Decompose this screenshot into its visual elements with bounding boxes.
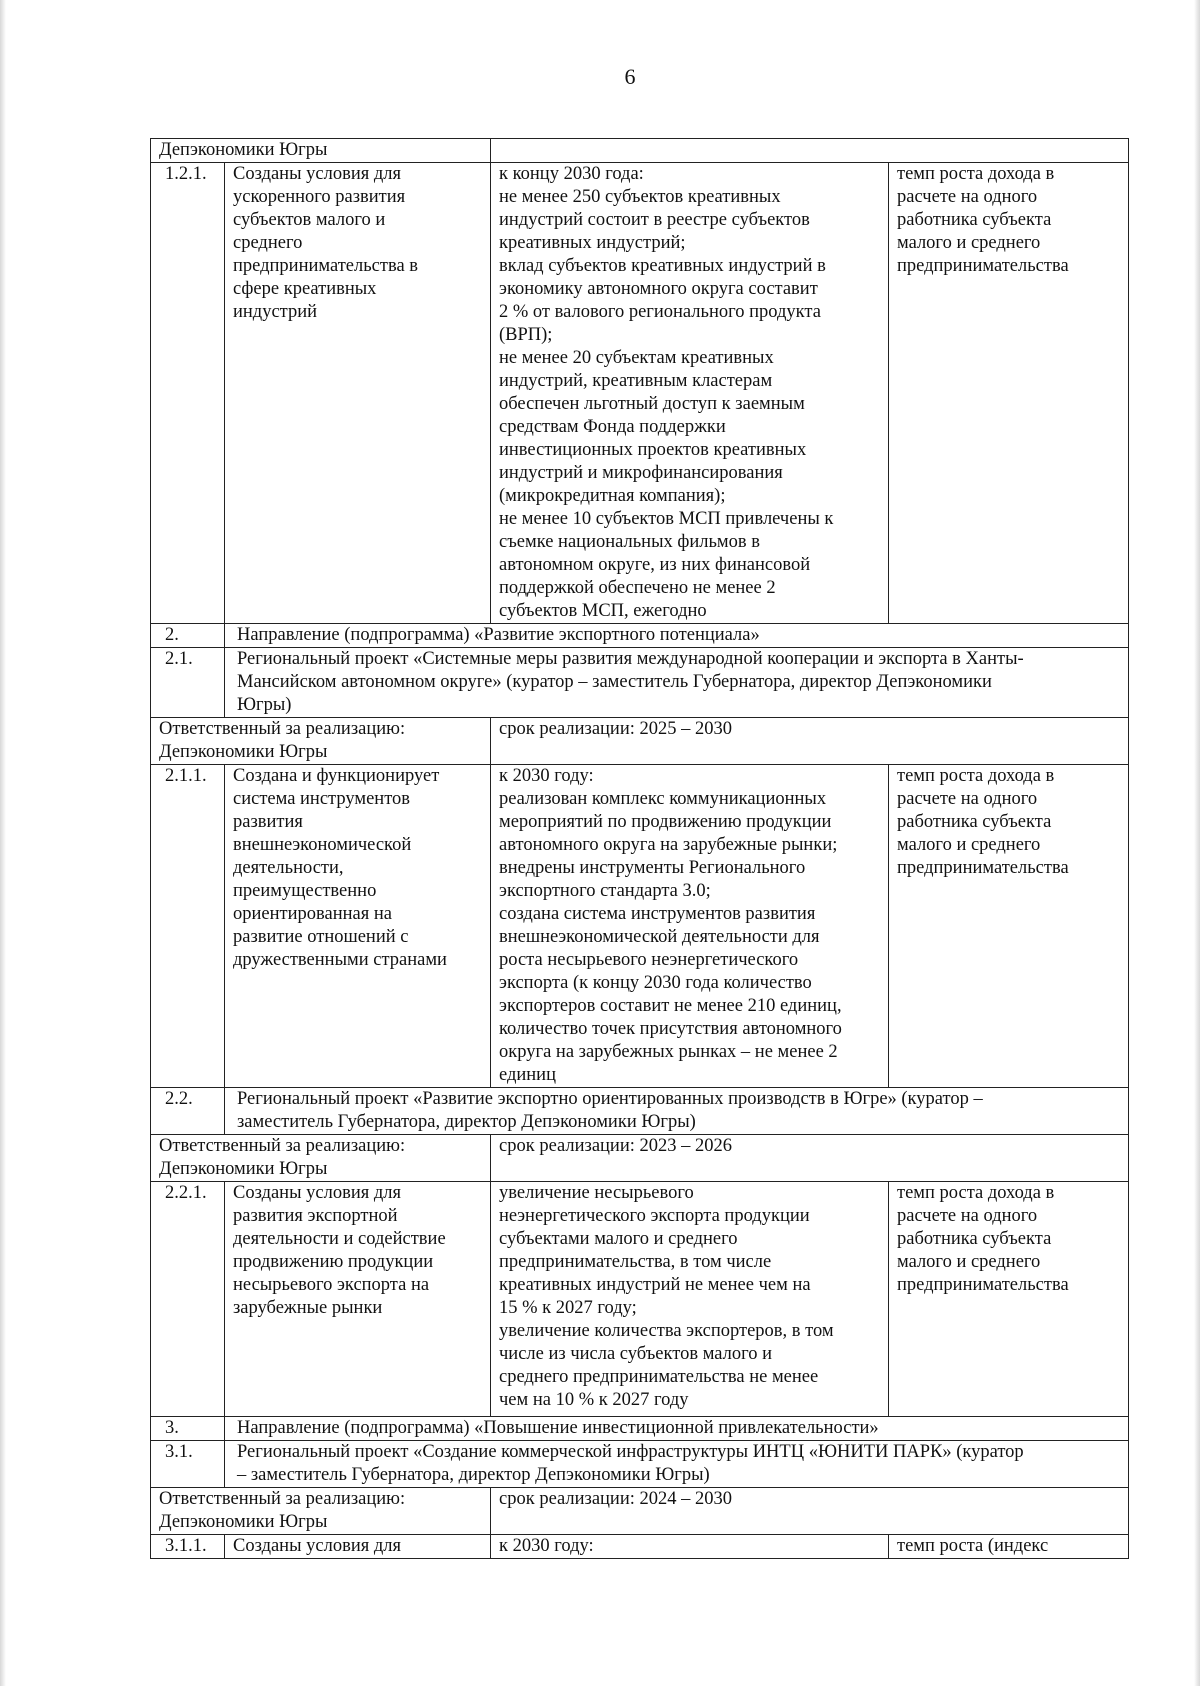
section-title: Региональный проект «Системные меры развития международной кооперации и экспорта в Ханты- Мансийском автономном округе» (куратор – заместитель Губернатора, директор Депэкономики Югры) [225,648,1129,718]
scan-left-edge [0,0,6,1686]
result-name: Созданы условия для развития экспортной деятельности и содействие продвижению продукции несырьевого экспорта на зарубежные рынки [225,1182,491,1417]
row-number: 2.2.1. [151,1182,225,1417]
section-row-3 [151,1417,1129,1441]
row-number: 2. [151,624,225,648]
result-description: к 2030 году: реализован комплекс коммуникационных мероприятий по продвижению продукции автономного округа на зарубежные рынки; внедрены инструменты Регионального экспортного стандарта 3.0; создана система инструментов развития внешнеэкономической деятельности для роста несырьевого неэнергетического экспорта (к концу 2030 года количество экспортеров составит не менее 210 единиц, количество точек присутствия автономного округа на зарубежных рынках – не менее 2 единиц [491,765,889,1088]
responsible-row [151,718,1129,765]
section-title: Направление (подпрограмма) «Развитие экспортного потенциала» [225,624,1129,648]
row-number: 2.1.1. [151,765,225,1088]
result-row-2-1-1 [151,765,1129,1088]
responsible-row [151,1488,1129,1535]
scan-right-edge [1194,0,1200,1686]
responsible-label: Депэкономики Югры [151,139,491,163]
result-name: Создана и функционирует система инструментов развития внешнеэкономической деятельности, преимущественно ориентированная на развитие отношений с дружественными странами [225,765,491,1088]
implementation-period: срок реализации: 2024 – 2030 [491,1488,1129,1535]
section-row-3-1 [151,1441,1129,1488]
result-name: Созданы условия для [225,1535,491,1559]
page-number: 6 [624,64,636,89]
result-row-2-2-1 [151,1182,1129,1417]
section-row-2-1 [151,648,1129,718]
responsible-row [151,139,1129,163]
section-title: Региональный проект «Создание коммерческой инфраструктуры ИНТЦ «ЮНИТИ ПАРК» (куратор – заместитель Губернатора, директор Депэкономики Югры) [225,1441,1129,1488]
implementation-period: срок реализации: 2023 – 2026 [491,1135,1129,1182]
section-row-2-2 [151,1088,1129,1135]
implementation-period: срок реализации: 2025 – 2030 [491,718,1129,765]
section-row-2 [151,624,1129,648]
responsible-label: Ответственный за реализацию: Депэкономики Югры [151,1135,491,1182]
plan-table [150,138,1129,1559]
result-description: к концу 2030 года: не менее 250 субъектов креативных индустрий состоит в реестре субъектов креативных индустрий; вклад субъектов креативных индустрий в экономику автономного округа составит 2 % от валового регионального продукта (ВРП); не менее 20 субъектам креативных индустрий, креативным кластерам обеспечен льготный доступ к заемным средствам Фонда поддержки инвестиционных проектов креативных индустрий и микрофинансирования (микрокредитная компания); не менее 10 субъектов МСП привлечены к съемке национальных фильмов в автономном округе, из них финансовой поддержкой обеспечено не менее 2 субъектов МСП, ежегодно [491,163,889,624]
result-name: Созданы условия для ускоренного развития субъектов малого и среднего предпринимательства в сфере креативных индустрий [225,163,491,624]
result-row-1-2-1 [151,163,1129,624]
row-number: 2.2. [151,1088,225,1135]
responsible-row [151,1135,1129,1182]
row-number: 3.1. [151,1441,225,1488]
result-description: увеличение несырьевого неэнергетического экспорта продукции субъектами малого и среднего предпринимательства, в том числе креативных индустрий не менее чем на 15 % к 2027 году; увеличение количества экспортеров, в том числе из числа субъектов малого и среднего предпринимательства не менее чем на 10 % к 2027 году [491,1182,889,1417]
row-number: 3. [151,1417,225,1441]
result-indicator: темп роста дохода в расчете на одного работника субъекта малого и среднего предпринимательства [889,163,1129,624]
section-title: Региональный проект «Развитие экспортно ориентированных производств в Югре» (куратор – заместитель Губернатора, директор Депэкономики Югры) [225,1088,1129,1135]
result-description: к 2030 году: [491,1535,889,1559]
implementation-period [491,139,1129,163]
responsible-label: Ответственный за реализацию: Депэкономики Югры [151,718,491,765]
result-indicator: темп роста дохода в расчете на одного работника субъекта малого и среднего предпринимательства [889,1182,1129,1417]
responsible-label: Ответственный за реализацию: Депэкономики Югры [151,1488,491,1535]
result-row-3-1-1 [151,1535,1129,1559]
row-number: 2.1. [151,648,225,718]
row-number: 3.1.1. [151,1535,225,1559]
section-title: Направление (подпрограмма) «Повышение инвестиционной привлекательности» [225,1417,1129,1441]
result-indicator: темп роста (индекс [889,1535,1129,1559]
row-number: 1.2.1. [151,163,225,624]
result-indicator: темп роста дохода в расчете на одного работника субъекта малого и среднего предпринимательства [889,765,1129,1088]
